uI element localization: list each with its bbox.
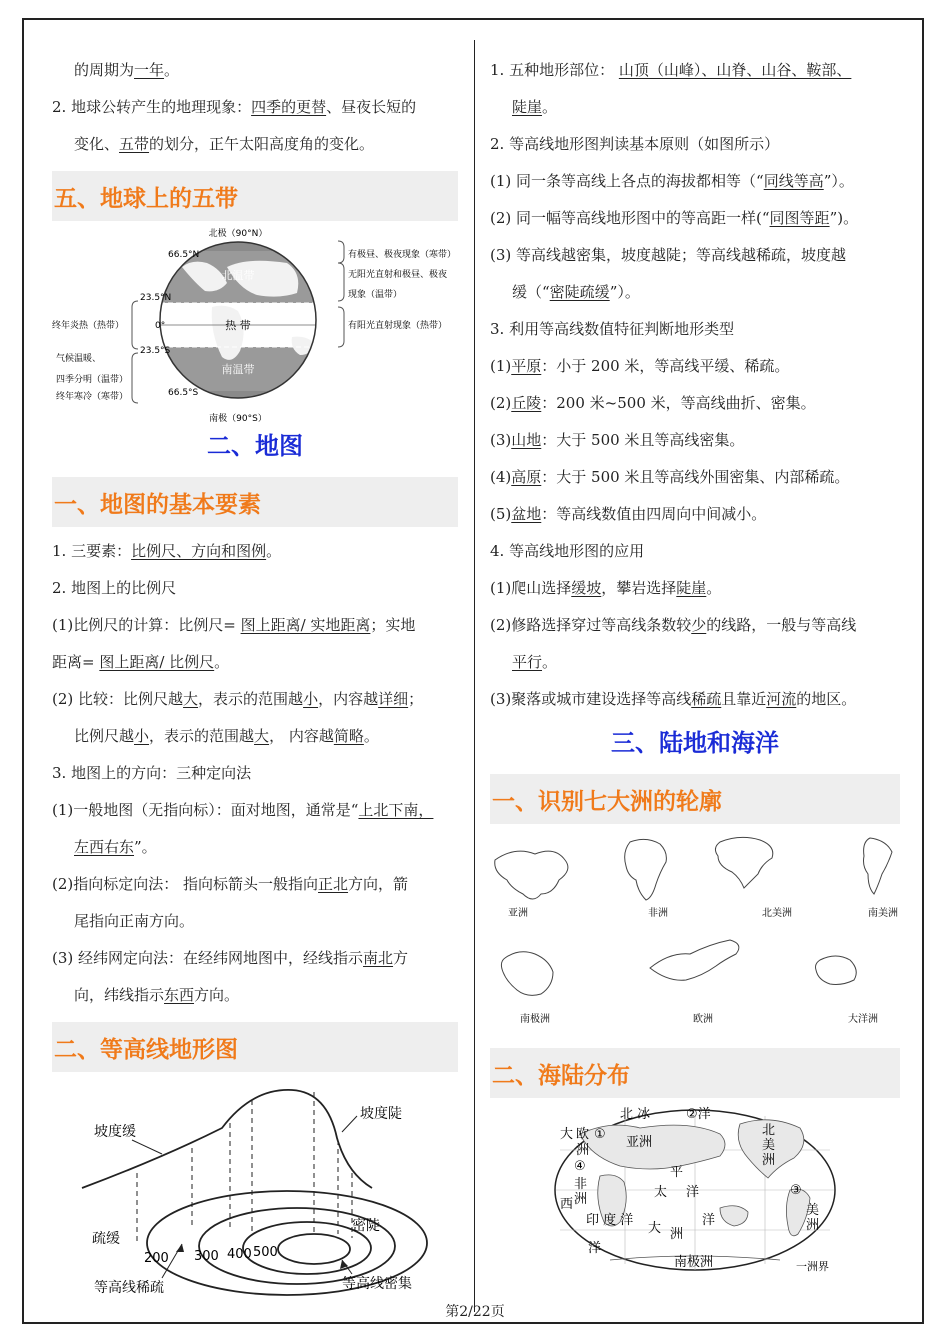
text-segment: 2. 地球公转产生的地理现象： [52,98,252,116]
text-line [52,718,458,755]
text-segment: (3)聚落或城市建设选择等高线 [490,690,692,708]
text-segment: 4. 等高线地形图的应用 [490,542,645,560]
text-segment: 2. 地图上的比例尺 [52,579,177,597]
text-line [52,866,458,903]
contour-value-300: 300 [194,1249,219,1264]
text-line [52,903,458,940]
map-label-europe-zhou: 洲 [576,1143,590,1158]
sparse-lines-label: 等高线稀疏 [94,1280,164,1296]
left-seasons-label: 四季分明（温带） [56,375,129,385]
text-line [52,644,458,681]
continent-label-asia: 亚洲 [508,908,528,919]
africa-outline [625,839,667,900]
text-segment: 方 [393,949,409,967]
left-mild-label: 气候温暖、 [56,354,102,364]
text-segment: 尾指向正南方向。 [74,912,195,930]
map-label-asia: 亚洲 [626,1135,653,1150]
text-segment: 。 [266,542,282,560]
south-temperate-label: 南温带 [221,363,255,376]
text-segment: 且靠近 [721,690,767,708]
continent-label-north-america: 北美洲 [762,908,792,919]
text-line [52,940,458,977]
text-line [490,237,900,274]
text-segment: 1. 三要素： [52,542,132,560]
section-title: 五、地球上的五带 [54,185,238,212]
text-segment: ； [408,690,424,708]
text-line [52,792,458,829]
text-segment: (3) [490,431,512,449]
map-label-pacific-yang: 洋 [686,1185,700,1200]
text-segment: (2) 同一幅等高线地形图中的等高距一样(“ [490,209,770,227]
marker-1: ① [594,1127,606,1142]
right-temperate-label-2: 现象（温带） [348,290,403,300]
underlined-answer: 河流 [766,690,797,708]
text-segment: ，表示的范围越 [198,690,304,708]
antarctica-outline [501,952,553,996]
section-header-distribution [490,1048,900,1098]
gentle-slope-label: 坡度缓 [94,1124,136,1140]
text-line [490,570,900,607]
text-line [490,274,900,311]
right-temperate-label-1: 无阳光直射和极昼、极夜 [348,270,448,280]
arctic-ocean-label: 北 冰 [620,1107,651,1122]
text-segment: ，攀岩选择 [601,579,677,597]
section-header-five-zones [52,171,458,221]
text-line [490,311,900,348]
text-line [490,644,900,681]
text-segment: 2. 等高线地形图判读基本原则（如图所示） [490,135,780,153]
tropical-label: 热 带 [225,319,251,332]
chapter-title-map: 二、地图 [207,432,303,460]
lat-665n-label: 66.5°N [168,250,200,260]
continents-figure [490,830,900,1040]
text-segment: ：等高线数值由四周向中间减小。 [541,505,767,523]
text-segment: 。 [164,61,180,79]
text-line [52,829,458,866]
map-label-yang: 洋 [702,1213,716,1228]
underlined-answer: 陡崖 [512,98,543,116]
underlined-answer: 陡崖 [676,579,707,597]
continent-label-europe: 欧洲 [693,1014,713,1025]
text-segment: ， 内容越 [269,727,334,745]
contour-value-500: 500 [253,1245,278,1260]
contour-value-200: 200 [144,1251,169,1266]
europe-outline [650,940,739,980]
underlined-answer: 高原 [511,468,542,486]
world-land-sea-figure [490,1104,900,1274]
text-line [490,348,900,385]
text-line [52,89,458,126]
text-segment: ”。 [134,838,157,856]
underlined-answer: 小 [303,690,319,708]
underlined-answer: 图上距离/ 实地距离 [240,616,371,634]
dense-steep-label: 密陡 [352,1218,380,1234]
north-temperate-label: 北温带 [221,269,255,282]
text-line [52,52,458,89]
text-segment: ：大于 500 米且等高线外围密集、内部稀疏。 [541,468,850,486]
text-line [490,496,900,533]
text-segment: ，表示的范围越 [149,727,255,745]
underlined-answer: 同线等高 [763,172,824,190]
text-segment: 的周期为 [74,61,135,79]
text-line [490,89,900,126]
left-cold-label: 终年寒冷（寒带） [56,392,129,402]
map-label-europe: 欧 [576,1127,590,1142]
text-segment: (4) [490,468,512,486]
right-polar-label: 有极昼、极夜现象（寒带） [348,250,457,260]
right-contour-text [490,52,900,718]
underlined-answer: 东西 [164,986,195,1004]
map-label-da-2: 大 [648,1221,662,1236]
text-line [52,126,458,163]
underlined-answer: 大 [254,727,270,745]
marker-4: ④ [574,1159,586,1174]
map-label-indian-ocean: 印 度 洋 [586,1213,634,1228]
text-segment: 的线路，一般与等高线 [706,616,857,634]
text-segment: 。 [363,727,379,745]
text-segment: ”）。 [823,172,854,190]
lat-235s-label: 23.5°S [140,346,171,356]
contour-figure [52,1078,458,1308]
underlined-answer: 正北 [318,875,349,893]
text-segment: ：小于 200 米，等高线平缓、稀疏。 [541,357,790,375]
underlined-answer: 山地 [511,431,542,449]
text-segment: (1)比例尺的计算：比例尺= [52,616,241,634]
underlined-answer: 简略 [333,727,364,745]
text-line [52,570,458,607]
underlined-answer: 密陡疏缓 [549,283,610,301]
underlined-answer: 南北 [363,949,394,967]
underlined-answer: 山顶（山峰）、山脊、山谷、鞍部、 [618,61,852,79]
map-label-pacific-ping: 平 [670,1165,684,1180]
text-segment: (2) 比较：比例尺越 [52,690,184,708]
underlined-answer: 小 [134,727,150,745]
sparse-gentle-label: 疏缓 [92,1231,120,1247]
steep-slope-label: 坡度陡 [360,1106,402,1122]
text-segment: 向，纬线指示 [74,986,165,1004]
map-label-xi: 西 [560,1197,574,1212]
chapter-title-land-sea: 三、陆地和海洋 [611,729,779,757]
left-hot-label: 终年炎热（热带） [52,321,125,331]
text-segment: (1) 同一条等高线上各点的海拔都相等（“ [490,172,764,190]
marker-3: ③ [790,1183,802,1198]
map-label-south-america: 美洲 [806,1203,820,1233]
text-segment: ，内容越 [318,690,379,708]
text-line [490,385,900,422]
text-segment: 方向，箭 [348,875,409,893]
text-segment: 3. 利用等高线数值特征判断地形类型 [490,320,735,338]
text-segment: ”）。 [609,283,640,301]
left-intro-text [52,52,458,163]
text-segment: 。 [542,653,558,671]
text-line [490,52,900,89]
underlined-answer: 稀疏 [691,690,722,708]
text-line [490,607,900,644]
underlined-answer: 四季的更替 [251,98,327,116]
underlined-answer: 上北下南， [358,801,434,819]
text-segment: (3) 等高线越密集，坡度越陡；等高线越稀疏，坡度越 [490,246,847,264]
underlined-answer: 比例尺、方向和图例 [131,542,267,560]
equator-label: 0° [155,321,166,331]
underlined-answer: 左西右东 [74,838,135,856]
section-header-continents [490,774,900,824]
text-segment: (2)指向标定向法： 指向标箭头一般指向 [52,875,319,893]
text-segment: (1)一般地图（无指向标）：面对地图，通常是“ [52,801,359,819]
underlined-answer: 五带 [119,135,150,153]
underlined-answer: 图上距离/ 比例尺 [99,653,215,671]
south-pole-label: 南极（90°S） [209,414,267,423]
section-header-map-basics [52,477,458,527]
underlined-answer: 少 [691,616,707,634]
text-segment: ；实地 [370,616,416,634]
text-line [52,977,458,1014]
text-segment: 、昼夜长短的 [326,98,417,116]
text-segment: 变化、 [74,135,120,153]
text-segment: 比例尺越 [74,727,135,745]
map-basics-text [52,533,458,1014]
column-divider [474,40,475,1312]
map-label-africa: 非洲 [574,1177,588,1207]
map-label-da: 大 [560,1127,574,1142]
text-segment: 距离= [52,653,100,671]
dense-lines-label: 等高线密集 [342,1276,412,1292]
north-pole-label: 北极（90°N） [208,229,268,239]
contour-value-400: 400 [227,1247,252,1262]
north-america-outline [715,837,772,888]
map-label-north-america: 北美洲 [762,1123,776,1168]
text-segment: 的划分，正午太阳高度角的变化。 [149,135,375,153]
continent-label-south-america: 南美洲 [868,908,898,919]
underlined-answer: 缓坡 [571,579,602,597]
text-segment: ”)。 [829,209,859,227]
lat-235n-label: 23.5°N [140,293,172,303]
continent-label-africa: 非洲 [648,908,668,919]
text-line [490,163,900,200]
text-line [52,607,458,644]
section-title: 二、海陆分布 [492,1062,630,1089]
text-line [490,533,900,570]
page-number: 第2/22页 [445,1304,505,1320]
text-segment: 方向。 [194,986,240,1004]
text-segment: 3. 地图上的方向：三种定向法 [52,764,252,782]
continent-label-antarctica: 南极洲 [520,1014,550,1025]
left-column [52,52,458,1308]
underlined-answer: 平行 [512,653,543,671]
asia-outline [495,851,568,899]
text-segment: 。 [542,98,558,116]
text-segment: 1. 五种地形部位： [490,61,619,79]
text-line [490,422,900,459]
map-label-oceania: 洲 [670,1227,684,1242]
section-title: 二、等高线地形图 [54,1036,238,1063]
text-line [490,126,900,163]
text-segment: ：大于 500 米且等高线密集。 [541,431,745,449]
text-segment: 的地区。 [796,690,857,708]
oceania-outline [816,956,857,985]
text-segment: (5) [490,505,512,523]
text-line [490,200,900,237]
section-title: 一、识别七大洲的轮廓 [492,788,722,815]
map-label-antarctica: 南极洲 [674,1255,714,1270]
text-line [52,681,458,718]
text-segment: 。 [214,653,230,671]
text-segment: (1) [490,357,512,375]
continent-label-oceania: 大洋洲 [848,1014,878,1025]
text-line [490,681,900,718]
text-segment: ：200 米~500 米，等高线曲折、密集。 [541,394,816,412]
five-zones-figure [52,227,458,423]
text-line [490,459,900,496]
text-segment: (2) [490,394,512,412]
section-header-contour [52,1022,458,1072]
underlined-answer: 同图等距 [769,209,830,227]
underlined-answer: 丘陵 [511,394,542,412]
text-line [52,533,458,570]
south-america-outline [864,838,893,894]
text-line [52,755,458,792]
right-tropical-label: 有阳光直射现象（热带） [348,321,448,331]
underlined-answer: 盆地 [511,505,542,523]
map-label-pacific-tai: 太 [654,1185,668,1200]
text-segment: 缓（“ [512,283,550,301]
text-segment: (1)爬山选择 [490,579,572,597]
underlined-answer: 平原 [511,357,542,375]
section-title: 一、地图的基本要素 [54,491,261,518]
text-segment: (3) 经纬网定向法：在经纬网地图中，经线指示 [52,949,364,967]
underlined-answer: 一年 [134,61,165,79]
lat-665s-label: 66.5°S [168,388,199,398]
arctic-ocean-marker: ②洋 [686,1107,711,1122]
underlined-answer: 大 [183,690,199,708]
text-segment: (2)修路选择穿过等高线条数较 [490,616,692,634]
text-segment: 。 [706,579,722,597]
continent-border-legend: 一洲界 [796,1260,829,1273]
right-column [490,52,900,1274]
underlined-answer: 详细 [378,690,409,708]
map-label-yang-2: 洋 [588,1241,602,1256]
